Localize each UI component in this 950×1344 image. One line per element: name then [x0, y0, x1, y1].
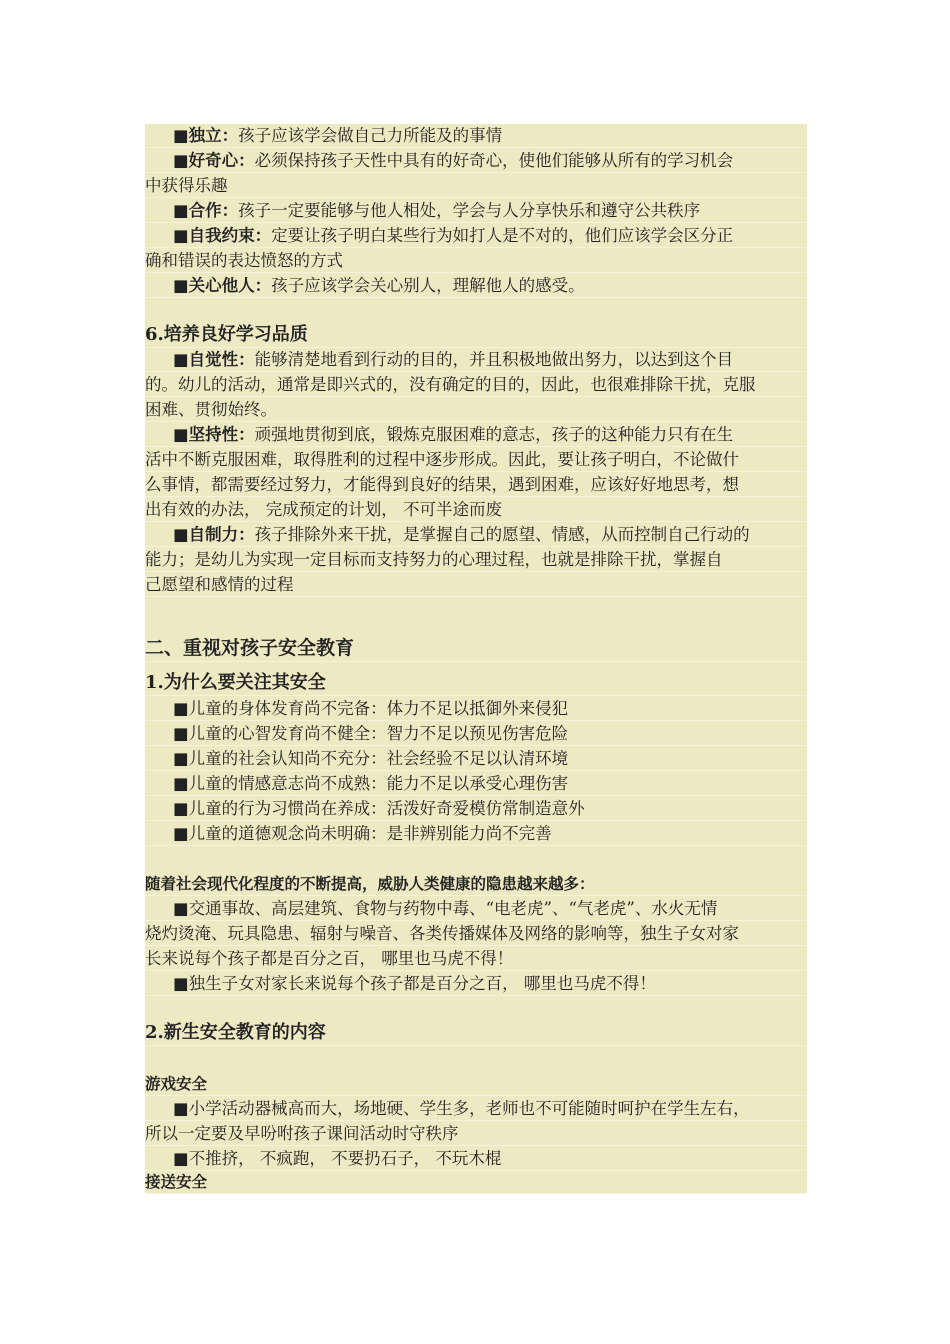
risk-item: ■独生子女对家长来说每个孩子都是百分之百， 哪里也马虎不得！: [145, 972, 807, 996]
item-selfdiscipline-cont: 能力；是幼儿为实现一定目标而支持努力的心理过程，也就是排除干扰，掌握自: [145, 548, 807, 572]
item-label: ■自我约束：: [173, 226, 272, 245]
section-heading-6: 6.培养良好学习品质: [145, 322, 807, 348]
item-consciousness-cont: 的。幼儿的活动，通常是即兴式的，没有确定的目的，因此，也很难排除干扰，克服: [145, 373, 807, 397]
game-item: ■不推挤， 不疯跑， 不要扔石子， 不玩木棍: [145, 1147, 807, 1171]
item-text: 孩子应该学会关心别人，理解他人的感受。: [271, 276, 585, 295]
item-consciousness-cont: 困难、贯彻始终。: [145, 398, 807, 422]
risk-item-cont: 长来说每个孩子都是百分之百， 哪里也马虎不得！: [145, 947, 807, 971]
item-text: 孩子一定要能够与他人相处，学会与人分享快乐和遵守公共秩序: [238, 201, 701, 220]
pickup-safety-heading: 接送安全: [145, 1170, 807, 1194]
item-text: 定要让孩子明白某些行为如打人是不对的，他们应该学会区分正: [271, 226, 734, 245]
item-consciousness: [145, 348, 807, 372]
item-label: ■坚持性：: [173, 425, 255, 444]
game-item: ■小学活动器械高而大，场地硬、学生多，老师也不可能随时呵护在学生左右，: [145, 1097, 807, 1121]
item-label: ■关心他人：: [173, 276, 272, 295]
item-label: ■好奇心：: [173, 151, 255, 170]
why-item: ■儿童的道德观念尚未明确：是非辨别能力尚不完善: [145, 822, 807, 846]
section-heading-content: 2.新生安全教育的内容: [145, 1020, 807, 1046]
item-persistence-cont: 活中不断克服困难，取得胜利的过程中逐步形成。因此，要让孩子明白，不论做什: [145, 448, 807, 472]
item-text: 顽强地贯彻到底，锻炼克服困难的意志，孩子的这种能力只有在生: [254, 425, 734, 444]
why-item: ■儿童的行为习惯尚在养成：活泼好奇爱模仿常制造意外: [145, 797, 807, 821]
risk-item: ■交通事故、高层建筑、食物与药物中毒、“电老虎”、“气老虎”、水火无情: [145, 897, 807, 921]
item-selfdiscipline: [145, 523, 807, 547]
item-curiosity: [145, 149, 807, 173]
part-heading-2: 二、重视对孩子安全教育: [145, 634, 807, 662]
item-selfcontrol-cont: 确和错误的表达愤怒的方式: [145, 249, 807, 273]
item-selfcontrol: [145, 224, 807, 248]
why-item: ■儿童的心智发育尚不健全：智力不足以预见伤害危险: [145, 722, 807, 746]
risk-item-cont: 烧灼烫淹、玩具隐患、辐射与噪音、各类传播媒体及网络的影响等，独生子女对家: [145, 922, 807, 946]
item-cooperation: [145, 199, 807, 223]
risk-heading: 随着社会现代化程度的不断提高，威胁人类健康的隐患越来越多：: [145, 872, 807, 896]
why-item: ■儿童的社会认知尚不充分：社会经验不足以认清环境: [145, 747, 807, 771]
item-label: ■合作：: [173, 201, 239, 220]
item-text: 孩子排除外来干扰，是掌握自己的愿望、情感，从而控制自己行动的: [254, 525, 750, 544]
game-safety-heading: 游戏安全: [145, 1072, 807, 1096]
item-label: ■独立：: [173, 126, 239, 145]
item-caring: [145, 274, 807, 298]
game-item-cont: 所以一定要及早吩咐孩子课间活动时守秩序: [145, 1122, 807, 1146]
item-label: ■自觉性：: [173, 350, 255, 369]
item-persistence-cont: 出有效的办法， 完成预定的计划， 不可半途而废: [145, 498, 807, 522]
section-heading-why: 1.为什么要关注其安全: [145, 670, 807, 696]
item-text: 必须保持孩子天性中具有的好奇心，使他们能够从所有的学习机会: [254, 151, 734, 170]
item-independence: [145, 124, 807, 148]
item-persistence: [145, 423, 807, 447]
item-curiosity-cont: 中获得乐趣: [145, 174, 807, 198]
item-persistence-cont: 么事情，都需要经过努力，才能得到良好的结果，遇到困难，应该好好地思考，想: [145, 473, 807, 497]
item-text: 能够清楚地看到行动的目的，并且积极地做出努力，以达到这个目: [254, 350, 734, 369]
item-text: 孩子应该学会做自己力所能及的事情: [238, 126, 503, 145]
why-item: ■儿童的情感意志尚不成熟：能力不足以承受心理伤害: [145, 772, 807, 796]
item-selfdiscipline-cont: 己愿望和感情的过程: [145, 573, 807, 597]
document-page: [145, 124, 807, 1194]
why-item: ■儿童的身体发育尚不完备：体力不足以抵御外来侵犯: [145, 697, 807, 721]
item-label: ■自制力：: [173, 525, 255, 544]
